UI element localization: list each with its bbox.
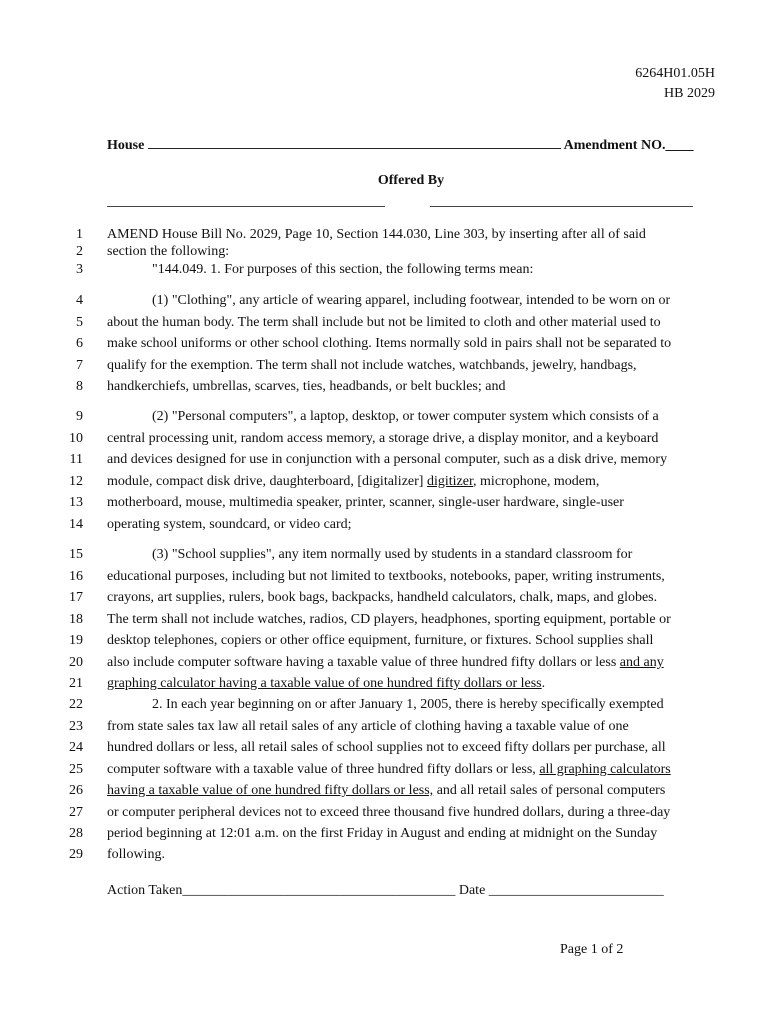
offered-by-heading: Offered By — [377, 173, 445, 188]
line-text — [107, 655, 664, 671]
bill-number: HB 2029 — [664, 86, 715, 101]
line-text — [107, 474, 599, 490]
inserted-text: having a taxable value of one hundred fifty dollars or less, — [107, 783, 434, 798]
line-text — [107, 227, 646, 243]
body-line — [0, 847, 770, 869]
amendment-title-row — [107, 136, 715, 154]
line-number: 28 — [69, 826, 83, 841]
line-text — [107, 719, 629, 735]
body-line — [0, 697, 770, 719]
action-taken-row — [107, 883, 664, 899]
line-text-segment: make school uniforms or other school clothing. Items normally sold in pairs shall not be separated to — [107, 336, 672, 351]
line-text-segment: , microphone, modem, — [473, 474, 600, 489]
line-text-segment: handkerchiefs, umbrellas, scarves, ties, headbands, or belt buckles; and — [107, 379, 506, 394]
amendment-number-blank: ____ — [665, 138, 694, 153]
body-line — [0, 336, 770, 358]
body-line — [0, 547, 770, 569]
line-text-segment: or computer peripheral devices not to exceed three thousand five hundred dollars, during a three-day — [107, 805, 671, 820]
date-label: Date — [458, 883, 486, 898]
line-text — [152, 262, 533, 278]
line-text — [107, 358, 637, 374]
line-number: 9 — [76, 409, 83, 424]
body-line — [0, 315, 770, 337]
line-text — [107, 517, 352, 533]
amendment-label: Amendment NO. — [563, 138, 666, 153]
line-text-segment: educational purposes, including but not limited to textbooks, notebooks, paper, writing instruments, — [107, 569, 665, 584]
body-line — [0, 569, 770, 591]
body-line — [0, 358, 770, 380]
line-text — [107, 431, 658, 447]
line-number: 12 — [69, 474, 83, 489]
line-text-segment: 2. In each year beginning on or after January 1, 2005, there is hereby specifically exempted — [152, 697, 664, 712]
line-text — [107, 452, 667, 468]
body-line — [0, 452, 770, 474]
line-text-segment: (3) "School supplies", any item normally used by students in a standard classroom for — [152, 547, 633, 562]
line-text — [152, 293, 670, 309]
body-line — [0, 676, 770, 698]
signature-line-right — [430, 206, 693, 207]
body-line — [0, 740, 770, 762]
body-line — [0, 293, 770, 315]
inserted-text: all graphing calculators — [539, 762, 671, 777]
line-text-segment: The term shall not include watches, radios, CD players, headphones, sporting equipment, portable or — [107, 612, 671, 627]
line-number: 22 — [69, 697, 83, 712]
line-text-segment: hundred dollars or less, all retail sales of school supplies not to exceed fifty dollars per purchase, all — [107, 740, 666, 755]
line-number: 11 — [69, 452, 83, 467]
body-line — [0, 719, 770, 741]
line-text — [107, 783, 665, 799]
line-text-segment: . — [541, 676, 546, 691]
line-number: 20 — [69, 655, 83, 670]
house-blank — [148, 136, 561, 149]
line-number: 27 — [69, 805, 83, 820]
body-line — [0, 590, 770, 612]
line-text-segment: operating system, soundcard, or video card; — [107, 517, 352, 532]
line-number: 5 — [76, 315, 83, 330]
line-number: 25 — [69, 762, 83, 777]
line-text — [107, 740, 666, 756]
body-line — [0, 517, 770, 539]
line-text — [107, 847, 165, 863]
line-number: 29 — [69, 847, 83, 862]
line-text-segment: motherboard, mouse, multimedia speaker, printer, scanner, single-user hardware, single-user — [107, 495, 624, 510]
line-number: 24 — [69, 740, 83, 755]
line-text — [107, 244, 229, 260]
body-line — [0, 612, 770, 634]
line-text-segment: (2) "Personal computers", a laptop, desktop, or tower computer system which consists of a — [152, 409, 659, 424]
line-text-segment: "144.049. 1. For purposes of this section, the following terms mean: — [152, 262, 534, 277]
line-text-segment: section the following: — [107, 244, 230, 259]
line-text — [107, 826, 657, 842]
line-number: 8 — [76, 379, 83, 394]
line-number: 3 — [76, 262, 83, 277]
line-number: 4 — [76, 293, 83, 308]
page-number: Page 1 of 2 — [560, 942, 624, 957]
line-text-segment: computer software with a taxable value of three hundred fifty dollars or less, — [107, 762, 540, 777]
body-line — [0, 409, 770, 431]
line-text-segment: AMEND House Bill No. 2029, Page 10, Section 144.030, Line 303, by inserting after all of said — [107, 227, 646, 242]
line-number: 19 — [69, 633, 83, 648]
body-line — [0, 805, 770, 827]
line-text — [107, 590, 657, 606]
line-text — [152, 697, 664, 713]
body-line — [0, 495, 770, 517]
date-blank: _________________________ — [488, 883, 664, 898]
line-text-segment: from state sales tax law all retail sales of any article of clothing having a taxable value of one — [107, 719, 629, 734]
line-text-segment: also include computer software having a taxable value of three hundred fifty dollars or less — [107, 655, 620, 670]
body-line — [0, 379, 770, 401]
line-text-segment: central processing unit, random access memory, a storage drive, a display monitor, and a keyboard — [107, 431, 659, 446]
body-line — [0, 783, 770, 805]
line-number: 6 — [76, 336, 83, 351]
body-line — [0, 474, 770, 496]
line-number: 23 — [69, 719, 83, 734]
line-number: 17 — [69, 590, 83, 605]
line-text-segment: qualify for the exemption. The term shall not include watches, watchbands, jewelry, handbags, — [107, 358, 637, 373]
inserted-text: digitizer — [426, 474, 474, 489]
body-line — [0, 262, 770, 284]
line-text-segment: (1) "Clothing", any article of wearing apparel, including footwear, intended to be worn on or — [152, 293, 671, 308]
action-taken-blank: _______________________________________ — [182, 883, 456, 898]
line-number: 13 — [69, 495, 83, 510]
signature-line-left — [107, 206, 385, 207]
line-text — [107, 379, 505, 395]
document-header — [635, 64, 715, 104]
line-text-segment: and devices designed for use in conjunction with a personal computer, such as a disk drive, memory — [107, 452, 668, 467]
action-taken-label: Action Taken — [107, 883, 183, 898]
body-line — [0, 826, 770, 848]
line-text-segment: crayons, art supplies, rulers, book bags, backpacks, handheld calculators, chalk, maps, and globes. — [107, 590, 658, 605]
body-line — [0, 655, 770, 677]
line-text — [107, 805, 670, 821]
line-text-segment: following. — [107, 847, 165, 862]
line-text — [152, 547, 632, 563]
line-number: 16 — [69, 569, 83, 584]
line-text — [107, 569, 665, 585]
line-text — [152, 409, 659, 425]
line-text — [107, 336, 671, 352]
line-text — [107, 676, 545, 692]
line-text — [107, 315, 661, 331]
line-number: 15 — [69, 547, 83, 562]
line-number: 14 — [69, 517, 83, 532]
line-text — [107, 633, 653, 649]
document-code: 6264H01.05H — [635, 66, 715, 81]
line-number: 26 — [69, 783, 83, 798]
line-text-segment: and all retail sales of personal computers — [433, 783, 666, 798]
line-number: 2 — [76, 244, 83, 259]
line-text-segment: module, compact disk drive, daughterboard, [digitalizer] — [107, 474, 427, 489]
line-number: 10 — [69, 431, 83, 446]
body-line — [0, 431, 770, 453]
line-text-segment: about the human body. The term shall include but not be limited to cloth and other material used to — [107, 315, 661, 330]
line-text — [107, 612, 671, 628]
body-line — [0, 762, 770, 784]
house-label: House — [107, 138, 145, 153]
line-text — [107, 762, 671, 778]
line-number: 18 — [69, 612, 83, 627]
line-number: 7 — [76, 358, 83, 373]
line-number: 21 — [69, 676, 83, 691]
line-text-segment: period beginning at 12:01 a.m. on the first Friday in August and ending at midnight on the Sunday — [107, 826, 658, 841]
line-text-segment: desktop telephones, copiers or other office equipment, furniture, or fixtures. School supplies shall — [107, 633, 654, 648]
inserted-text: graphing calculator having a taxable value of one hundred fifty dollars or less — [107, 676, 542, 691]
body-line — [0, 633, 770, 655]
inserted-text: and any — [619, 655, 664, 670]
line-text — [107, 495, 624, 511]
line-number: 1 — [76, 227, 83, 242]
